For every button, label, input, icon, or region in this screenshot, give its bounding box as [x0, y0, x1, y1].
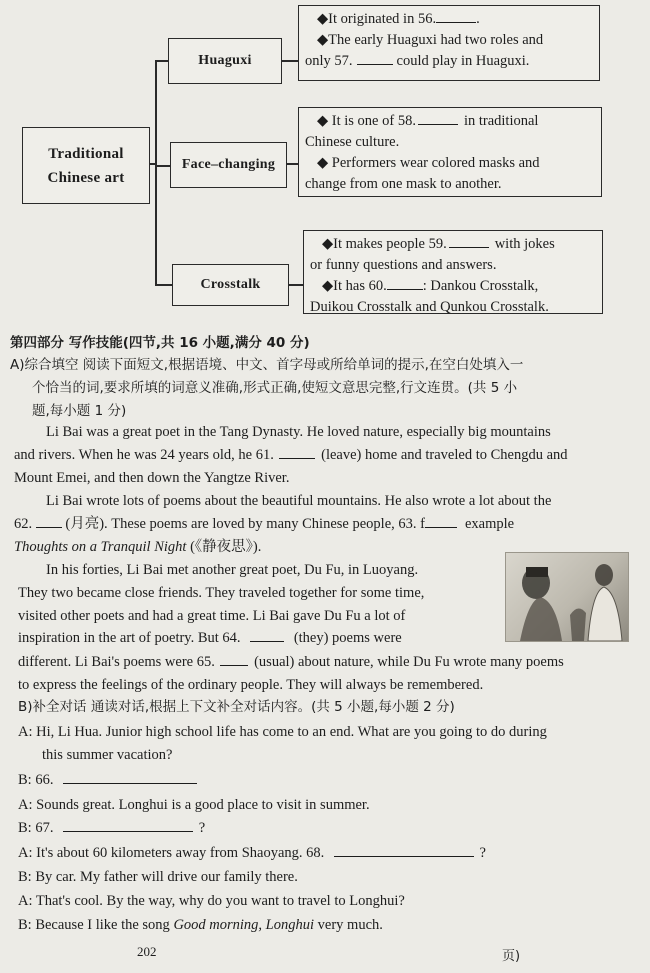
- dialogue-text: very much.: [317, 917, 383, 933]
- answer-blank-63: [425, 515, 457, 528]
- passage-text: different. Li Bai's poems were 65.: [18, 654, 215, 670]
- passage-line: Mount Emei, and then down the Yangtze River.: [14, 470, 290, 486]
- answer-blank-67: [63, 819, 193, 832]
- root-label-line: Chinese art: [47, 169, 125, 186]
- connector-line: [280, 60, 298, 62]
- song-title: Good morning, Longhui: [173, 917, 315, 933]
- detail-text: in traditional: [463, 113, 539, 129]
- answer-blank-60: [387, 277, 423, 290]
- dialogue-text: ?: [198, 820, 206, 836]
- page-number: 202: [137, 944, 157, 959]
- dialogue-line: this summer vacation?: [42, 747, 173, 763]
- detail-text: with jokes: [494, 236, 555, 252]
- passage-text: (usual) about nature, while Du Fu wrote many poems: [254, 654, 564, 670]
- passage-line: In his forties, Li Bai met another great poet, Du Fu, in Luoyang.: [46, 562, 419, 578]
- passage-text: 62.: [14, 516, 33, 532]
- passage-text: example: [464, 516, 515, 532]
- passage-text: inspiration in the art of poetry. But 64.: [18, 630, 241, 646]
- passage-text: (《静夜思》).: [190, 539, 262, 555]
- detail-text: ◆ Performers wear colored masks and: [317, 155, 540, 171]
- branch-node-huaguxi: Huaguxi: [168, 38, 282, 84]
- huaguxi-detail-box: [298, 5, 600, 81]
- answer-blank-57: [357, 52, 393, 65]
- passage-line: [18, 628, 402, 648]
- passage-line: Li Bai wrote lots of poems about the beautiful mountains. He also wrote a lot about the: [46, 493, 552, 509]
- part-b-heading: B)补全对话 通读对话,根据上下文补全对话内容。(共 5 小题,每小题 2 分): [18, 699, 455, 715]
- passage-text: and rivers. When he was 24 years old, he 61.: [14, 447, 274, 463]
- detail-text: ◆It makes people 59.: [322, 236, 447, 252]
- dialogue-text: B: Because I like the song: [18, 917, 170, 933]
- detail-text: : Dankou Crosstalk,: [422, 278, 539, 294]
- detail-text: ◆It originated in 56.: [317, 11, 437, 27]
- connector-line: [155, 165, 171, 167]
- dialogue-text: B: 66.: [18, 772, 54, 788]
- connector-line: [155, 60, 169, 62]
- answer-blank-68: [334, 844, 474, 857]
- dialogue-line: A: Sounds great. Longhui is a good place to visit in summer.: [18, 797, 370, 813]
- dialogue-line: B: By car. My father will drive our family there.: [18, 869, 298, 885]
- passage-line: to express the feelings of the ordinary people. They will always be remembered.: [18, 677, 484, 693]
- passage-line: Li Bai was a great poet in the Tang Dynasty. He loved nature, especially big mountains: [46, 424, 551, 440]
- detail-text: Chinese culture.: [305, 134, 400, 150]
- detail-text: could play in Huaguxi.: [396, 53, 530, 69]
- answer-blank-66: [63, 771, 197, 784]
- part-a-instruction: A)综合填空 阅读下面短文,根据语境、中文、首字母或所给单词的提示,在空白处填入一: [10, 357, 524, 373]
- detail-text: .: [476, 11, 480, 27]
- passage-text: (they) poems were: [293, 630, 402, 646]
- branch-node-crosstalk: Crosstalk: [172, 264, 289, 306]
- dialogue-line: A: That's cool. By the way, why do you want to travel to Longhui?: [18, 893, 405, 909]
- detail-text: ◆ It is one of 58.: [317, 113, 416, 129]
- answer-blank-59: [449, 235, 489, 248]
- detail-text: ◆The early Huaguxi had two roles and: [317, 32, 544, 48]
- passage-line: [18, 652, 564, 672]
- detail-text: only 57.: [305, 53, 353, 69]
- crosstalk-detail-box: [303, 230, 603, 314]
- dialogue-line: [18, 818, 205, 838]
- dialogue-text: B: 67.: [18, 820, 54, 836]
- answer-blank-65: [220, 653, 248, 666]
- dialogue-line: [18, 915, 383, 935]
- detail-text: or funny questions and answers.: [310, 257, 497, 273]
- dialogue-line: A: Hi, Li Hua. Junior high school life has come to an end. What are you going to do during: [18, 724, 547, 740]
- mindmap-root-node: [22, 127, 150, 204]
- root-label-line: Traditional: [48, 145, 124, 162]
- connector-line: [155, 60, 157, 285]
- page-footer-right: 页): [502, 949, 521, 964]
- answer-blank-56: [436, 10, 476, 23]
- dialogue-line: [18, 843, 486, 863]
- section-heading: 第四部分 写作技能(四节,共 16 小题,满分 40 分): [10, 335, 310, 351]
- detail-text: ◆It has 60.: [322, 278, 387, 294]
- passage-text: (leave) home and traveled to Chengdu and: [321, 447, 568, 463]
- passage-line: [14, 537, 261, 557]
- dialogue-text: ?: [479, 845, 486, 861]
- branch-node-face-changing: Face–changing: [170, 142, 287, 188]
- answer-blank-61: [279, 446, 315, 459]
- dialogue-text: A: It's about 60 kilometers away from Shaoyang. 68.: [18, 845, 325, 861]
- connector-line: [155, 284, 173, 286]
- answer-blank-58: [418, 112, 458, 125]
- passage-line: visited other poets and had a great time. Li Bai gave Du Fu a lot of: [18, 608, 406, 624]
- answer-blank-64: [250, 629, 284, 642]
- face-changing-detail-box: [298, 107, 602, 197]
- detail-text: Duikou Crosstalk and Qunkou Crosstalk.: [310, 299, 549, 315]
- detail-text: change from one mask to another.: [305, 176, 502, 192]
- part-a-instruction: 个恰当的词,要求所填的词意义准确,形式正确,使短文意思完整,行文连贯。(共 5 小: [32, 380, 518, 396]
- answer-blank-62: [36, 515, 62, 528]
- dialogue-line: [18, 770, 197, 790]
- passage-line: They two became close friends. They traveled together for some time,: [18, 585, 425, 601]
- poem-title: Thoughts on a Tranquil Night: [14, 539, 187, 555]
- part-a-instruction: 题,每小题 1 分): [32, 403, 127, 419]
- connector-line: [287, 284, 303, 286]
- poets-image: [506, 553, 628, 641]
- li-bai-du-fu-illustration: [505, 552, 629, 642]
- passage-line: [14, 445, 568, 465]
- passage-line: [14, 514, 514, 534]
- passage-text: (月亮). These poems are loved by many Chinese people, 63. f: [65, 516, 425, 532]
